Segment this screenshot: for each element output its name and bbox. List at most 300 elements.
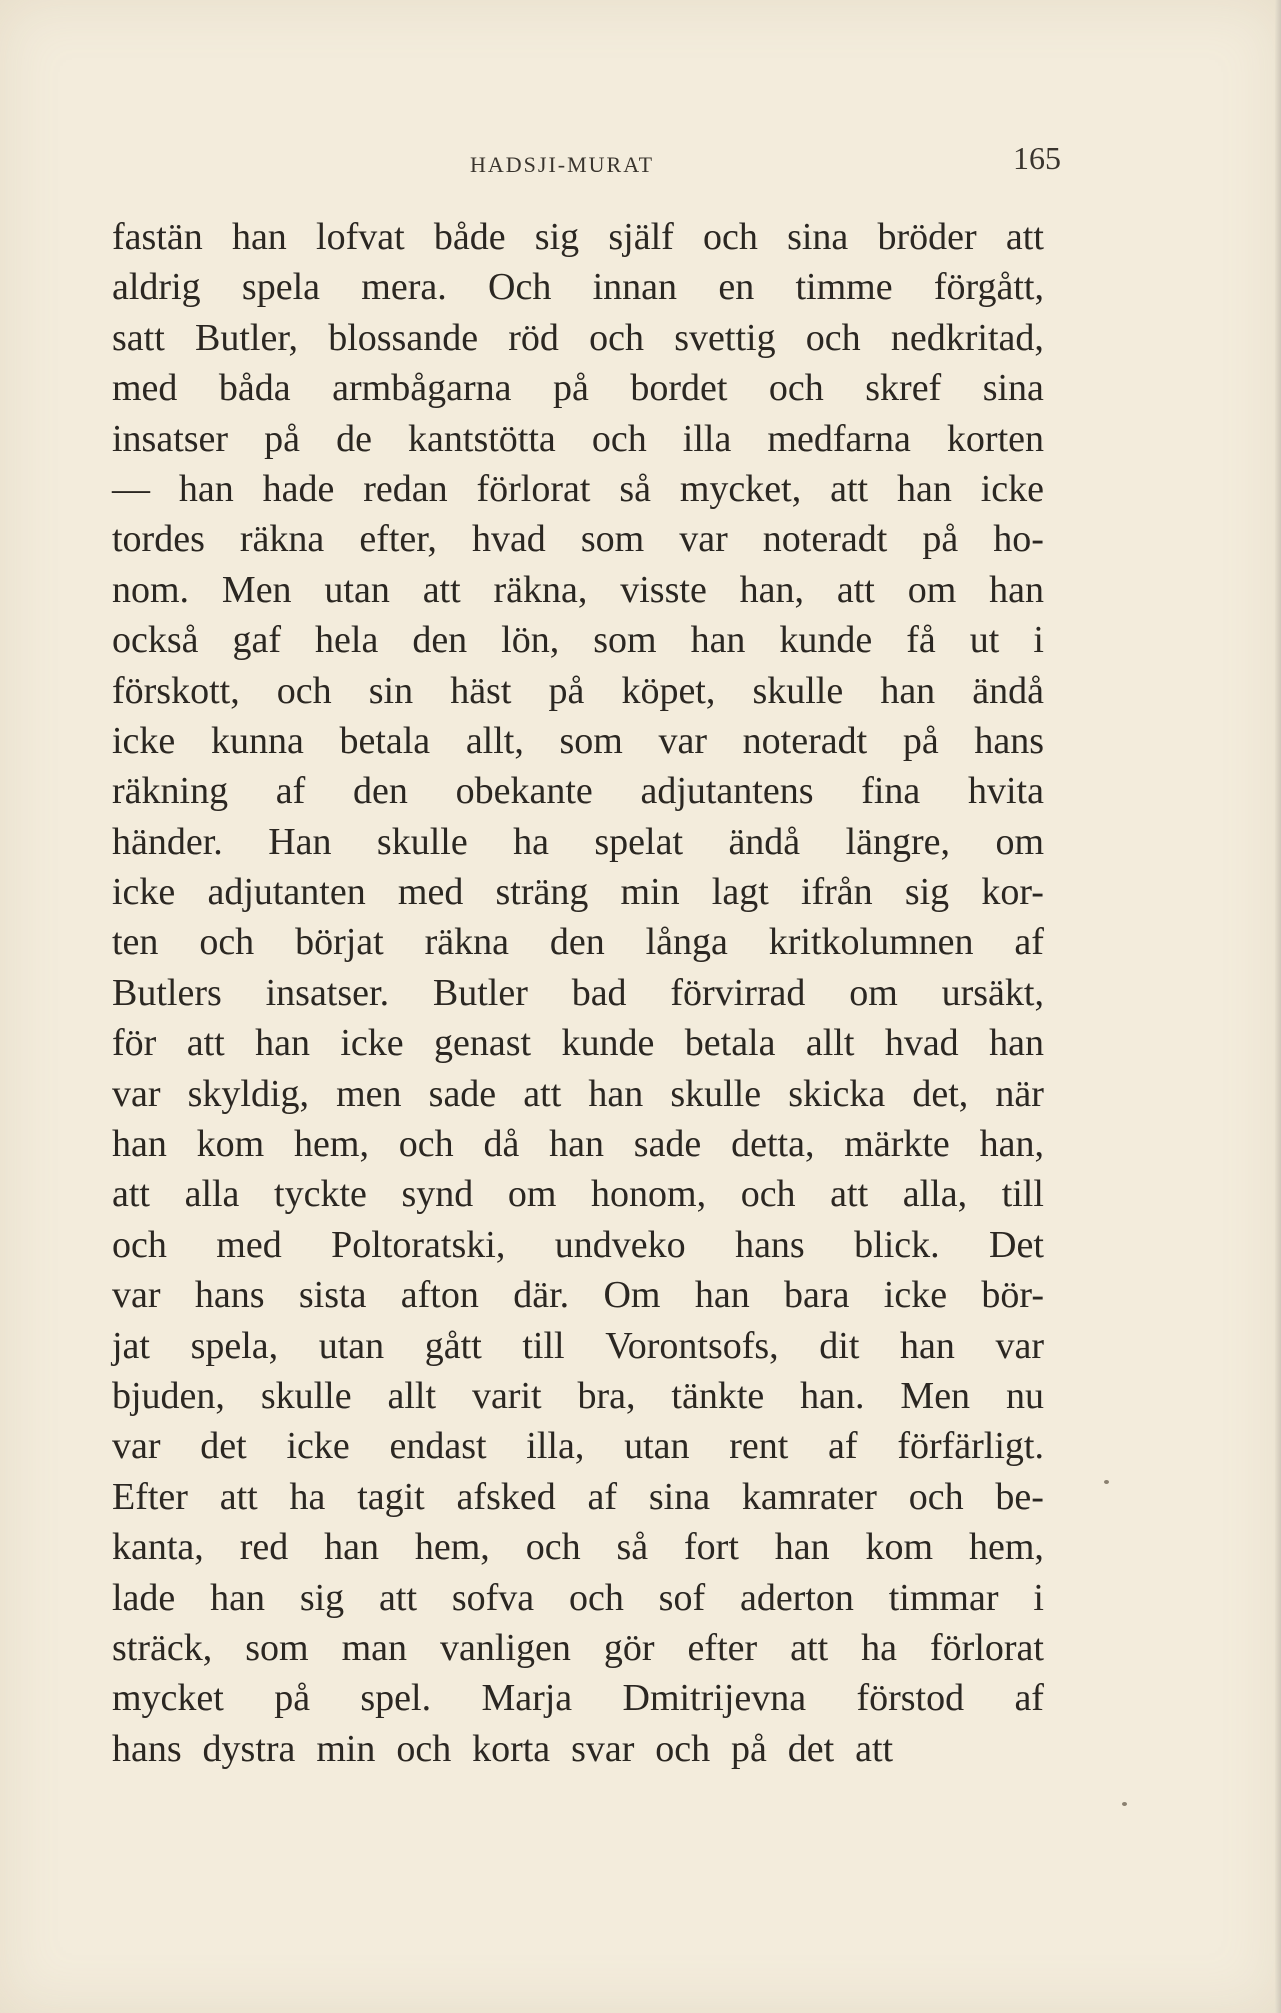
word: Men	[221, 568, 292, 611]
word: gör	[603, 1626, 655, 1669]
word: bjuden,	[112, 1374, 225, 1417]
text-line	[112, 565, 1044, 615]
word: bad	[571, 971, 627, 1014]
word: förgått,	[933, 266, 1044, 309]
word: adjutanten	[207, 871, 366, 914]
word: hvad	[884, 1022, 959, 1065]
word: var	[112, 1274, 161, 1317]
text-line	[112, 212, 1044, 262]
text-line	[112, 262, 1044, 312]
word: han	[549, 1123, 604, 1166]
word: synd	[401, 1173, 474, 1216]
word: den	[412, 619, 468, 662]
word: redan	[363, 467, 448, 510]
word: bara	[784, 1274, 850, 1317]
word: betala	[684, 1022, 776, 1065]
word: häst	[450, 669, 512, 712]
word: gaf	[232, 619, 282, 662]
word: red	[239, 1526, 289, 1569]
word: och	[805, 316, 861, 359]
word: på	[731, 1727, 767, 1770]
word: händer.	[112, 820, 223, 863]
word: så	[616, 1526, 649, 1569]
word: ut	[969, 619, 1000, 662]
word: kom	[196, 1123, 265, 1166]
word: icke	[112, 871, 176, 914]
text-line	[112, 313, 1044, 363]
word: Men	[900, 1374, 971, 1417]
text-line	[112, 1673, 1044, 1723]
word: kunde	[779, 619, 873, 662]
word: efter,	[359, 518, 437, 561]
word: kanta,	[112, 1526, 204, 1569]
word: var	[995, 1324, 1044, 1367]
word: han	[989, 1022, 1044, 1065]
word: utan	[318, 1324, 385, 1367]
word: honom,	[591, 1173, 707, 1216]
word: kantstötta	[408, 417, 556, 460]
word: på	[274, 1677, 311, 1720]
word: och	[655, 1727, 711, 1770]
word: märkte	[844, 1123, 950, 1166]
word: om	[849, 971, 898, 1014]
word: räkna	[424, 921, 509, 964]
word: om	[507, 1173, 557, 1216]
word: efter	[687, 1626, 758, 1669]
text-line	[112, 968, 1044, 1018]
word: hans	[735, 1223, 805, 1266]
word: som	[580, 518, 645, 561]
word: på	[264, 417, 301, 460]
word: utan	[624, 1425, 690, 1468]
word: svettig	[674, 316, 776, 359]
word: jat	[112, 1324, 150, 1367]
word: kritkolumnen	[768, 921, 974, 964]
word: att	[219, 1475, 258, 1518]
word: bör-	[981, 1274, 1044, 1317]
word: icke	[112, 719, 176, 762]
word: allt	[387, 1374, 437, 1417]
text-line	[112, 867, 1044, 917]
word: af	[587, 1475, 618, 1518]
word: aderton	[739, 1576, 854, 1619]
word: han	[231, 216, 287, 258]
word: då	[483, 1123, 520, 1166]
word: lade	[112, 1576, 176, 1619]
word: ha	[513, 820, 549, 863]
word: skulle	[376, 820, 468, 863]
word: blick.	[854, 1223, 940, 1266]
word: skyldig,	[187, 1072, 310, 1115]
word: om	[907, 568, 957, 611]
word: att	[523, 1072, 562, 1115]
word: aldrig	[112, 266, 201, 309]
word: Efter	[112, 1475, 188, 1518]
word: kom	[865, 1526, 934, 1569]
word: sista	[298, 1274, 367, 1317]
word: spela	[241, 266, 320, 309]
word: tordes	[112, 518, 205, 561]
word: hem,	[969, 1526, 1044, 1569]
word: den	[353, 770, 408, 813]
word: sofva	[451, 1576, 535, 1619]
word: han	[774, 1526, 830, 1569]
word: det	[200, 1425, 247, 1468]
word: obekante	[455, 770, 593, 813]
word: nedkritad,	[890, 316, 1044, 359]
word: Han	[268, 820, 332, 863]
word: Dmitrijevna	[622, 1677, 807, 1720]
word: detta,	[731, 1123, 815, 1166]
word: —	[112, 467, 150, 510]
word: få	[906, 619, 936, 662]
word: att	[379, 1576, 417, 1619]
word: korten	[946, 417, 1044, 460]
word: räkna,	[493, 568, 588, 611]
word: hans	[194, 1274, 265, 1317]
word: kor-	[981, 871, 1044, 914]
word: ifrån	[800, 871, 873, 914]
word: och	[768, 367, 824, 410]
text-line	[112, 766, 1044, 816]
word: af	[828, 1425, 858, 1468]
word: armbågarna	[332, 367, 512, 410]
text-line	[112, 1119, 1044, 1169]
word: bra,	[577, 1374, 636, 1417]
word: kunde	[561, 1022, 655, 1065]
word: ha	[861, 1626, 898, 1669]
text-line	[112, 414, 1044, 464]
text-line	[112, 666, 1044, 716]
text-line	[112, 464, 1044, 514]
word: och	[199, 921, 255, 964]
word: varit	[471, 1374, 542, 1417]
word: vanligen	[440, 1626, 571, 1669]
word: svar	[571, 1727, 635, 1770]
word: satt	[112, 316, 165, 359]
word: och	[589, 316, 645, 359]
word: och	[740, 1173, 796, 1216]
word: på	[902, 719, 939, 762]
word: hade	[262, 467, 335, 510]
word: ten	[112, 921, 159, 964]
word: bröder	[877, 216, 977, 258]
word: röd	[508, 316, 559, 359]
word: förfärligt.	[897, 1425, 1044, 1468]
word: af	[1014, 1677, 1044, 1720]
text-line	[112, 514, 1044, 564]
word: den	[549, 921, 605, 964]
word: Marja	[481, 1677, 573, 1720]
word: räkning	[112, 770, 229, 813]
word: att	[790, 1626, 829, 1669]
word: att	[112, 1173, 150, 1216]
word: båda	[218, 367, 291, 410]
word: hans	[974, 719, 1044, 762]
word: att	[1005, 216, 1044, 258]
word: genast	[434, 1022, 532, 1065]
word: han,	[979, 1123, 1044, 1166]
word: kunna	[210, 719, 304, 762]
word: på	[548, 669, 585, 712]
word: utan	[324, 568, 390, 611]
word: endast	[389, 1425, 487, 1468]
word: dit	[819, 1324, 860, 1367]
word: sina	[787, 216, 849, 258]
text-line	[112, 1522, 1044, 1572]
word: blossande	[328, 316, 479, 359]
word: det	[787, 1727, 835, 1770]
word: visste	[620, 568, 707, 611]
word: fort	[684, 1526, 739, 1569]
body-text	[112, 212, 1044, 1774]
word: var	[112, 1072, 161, 1115]
word: var	[658, 719, 708, 762]
word: noteradt	[742, 719, 868, 762]
word: han	[694, 1274, 750, 1317]
word: Vorontsofs,	[605, 1324, 779, 1367]
paper-speck	[1122, 1802, 1127, 1806]
word: adjutantens	[640, 770, 814, 813]
text-line	[112, 1270, 1044, 1320]
word: spelat	[594, 820, 684, 863]
word: fastän	[112, 216, 203, 258]
word: han	[896, 467, 952, 510]
word: börjat	[295, 921, 384, 964]
word: han	[112, 1123, 167, 1166]
text-line	[112, 363, 1044, 413]
running-head: HADSJI-MURAT	[470, 152, 655, 177]
word: illa	[682, 417, 732, 460]
word: och	[112, 1223, 167, 1266]
word: han,	[739, 568, 805, 611]
word: med	[112, 367, 178, 410]
word: lagt	[711, 871, 769, 914]
word: timmar	[888, 1576, 999, 1619]
word: sträng	[495, 871, 589, 914]
word: medfarna	[767, 417, 911, 460]
word: fina	[861, 770, 921, 813]
word: ho-	[993, 518, 1044, 561]
word: af	[1014, 921, 1044, 964]
word: och	[908, 1475, 964, 1518]
word: förstod	[856, 1677, 965, 1720]
word: att	[830, 1173, 869, 1216]
word: att	[830, 467, 869, 510]
word: sin	[368, 669, 414, 712]
word: insatser	[112, 417, 229, 460]
word: och	[525, 1526, 581, 1569]
text-line	[112, 615, 1044, 665]
word: både	[433, 216, 506, 258]
word: för	[112, 1022, 157, 1065]
word: en	[718, 266, 755, 309]
word: de	[336, 417, 372, 460]
word: icke	[980, 467, 1044, 510]
word: Och	[488, 266, 552, 309]
word: mera.	[361, 266, 447, 309]
word: ändå	[728, 820, 801, 863]
word: nu	[1005, 1374, 1044, 1417]
word: längre,	[845, 820, 951, 863]
word: förskott,	[112, 669, 240, 712]
word: icke	[883, 1274, 948, 1317]
word: räkna	[239, 518, 325, 561]
page-number: 165	[1013, 140, 1061, 176]
word: tyckte	[274, 1173, 367, 1216]
word: till	[1001, 1173, 1044, 1216]
word: sig	[299, 1576, 345, 1619]
word: ursäkt,	[941, 971, 1044, 1014]
text-line	[112, 1724, 1044, 1774]
word: var	[112, 1425, 161, 1468]
word: han.	[800, 1374, 865, 1417]
word: och	[396, 1727, 452, 1770]
word: han	[255, 1022, 310, 1065]
word: afsked	[456, 1475, 556, 1518]
word: och	[398, 1123, 454, 1166]
word: innan	[592, 266, 678, 309]
text-line	[112, 917, 1044, 967]
page-edge	[1275, 0, 1281, 2013]
word: och	[703, 216, 758, 258]
word: sina	[648, 1475, 711, 1518]
word: illa,	[526, 1425, 585, 1468]
word: man	[341, 1626, 408, 1669]
word: gått	[424, 1324, 482, 1367]
word: alla,	[902, 1173, 968, 1216]
word: hem,	[294, 1123, 369, 1166]
word: ändå	[972, 669, 1044, 712]
word: undveko	[554, 1223, 686, 1266]
word: förlorat	[476, 467, 591, 510]
word: som	[245, 1626, 309, 1669]
word: Butlers	[112, 971, 222, 1014]
word: skref	[865, 367, 942, 410]
word: tagit	[357, 1475, 425, 1518]
word: hela	[315, 619, 379, 662]
word: om	[995, 820, 1044, 863]
word: själf	[608, 216, 674, 258]
text-line	[112, 1069, 1044, 1119]
word: Om	[603, 1274, 661, 1317]
word: så	[619, 467, 651, 510]
word: Butler	[432, 971, 528, 1014]
word: af	[275, 770, 306, 813]
text-line	[112, 817, 1044, 867]
word: bordet	[630, 367, 728, 410]
word: lofvat	[316, 216, 405, 258]
word: min	[316, 1727, 376, 1770]
text-line	[112, 1220, 1044, 1270]
text-line	[112, 1472, 1044, 1522]
word: allt	[805, 1022, 855, 1065]
word: Poltoratski,	[331, 1223, 506, 1266]
word: rent	[729, 1425, 789, 1468]
word: hem,	[414, 1526, 490, 1569]
word: att	[836, 568, 875, 611]
word: Butler,	[195, 316, 298, 359]
word: det,	[912, 1072, 969, 1115]
word: köpet,	[621, 669, 716, 712]
word: min	[620, 871, 680, 914]
word: som	[559, 719, 623, 762]
word: han	[210, 1576, 265, 1619]
text-line	[112, 716, 1044, 766]
word: till	[522, 1324, 565, 1367]
word: sträck,	[112, 1626, 213, 1669]
text-line	[112, 1573, 1044, 1623]
word: var	[679, 518, 728, 561]
word: skicka	[788, 1072, 886, 1115]
word: sade	[428, 1072, 497, 1115]
text-line	[112, 1018, 1044, 1068]
word: där.	[513, 1274, 570, 1317]
word: be-	[995, 1475, 1044, 1518]
word: skulle	[260, 1374, 352, 1417]
word: han	[588, 1072, 644, 1115]
word: tänkte	[671, 1374, 765, 1417]
word: som	[593, 619, 657, 662]
text-line	[112, 1169, 1044, 1219]
word: allt,	[465, 719, 524, 762]
word: ha	[289, 1475, 326, 1518]
word: med	[397, 871, 464, 914]
word: och	[591, 417, 647, 460]
word: också	[112, 619, 199, 662]
word: på	[922, 518, 959, 561]
word: på	[552, 367, 589, 410]
word: Det	[989, 1223, 1044, 1266]
word: betala	[339, 719, 431, 762]
word: när	[995, 1072, 1044, 1115]
word: timme	[795, 266, 893, 309]
word: förlorat	[930, 1626, 1044, 1669]
word: sina	[982, 367, 1044, 410]
word: sig	[534, 216, 580, 258]
word: alla	[184, 1173, 240, 1216]
word: han	[178, 467, 234, 510]
word: långa	[645, 921, 728, 964]
word: hvita	[968, 770, 1044, 813]
word: han	[900, 1324, 955, 1367]
word: sof	[658, 1576, 706, 1619]
word: sig	[904, 871, 950, 914]
word: dystra	[202, 1727, 296, 1770]
word: och	[276, 669, 332, 712]
word: icke	[340, 1022, 404, 1065]
word: afton	[400, 1274, 479, 1317]
text-line	[112, 1371, 1044, 1421]
word: nom.	[112, 568, 190, 611]
word: mycket	[112, 1677, 224, 1720]
word: att	[422, 568, 461, 611]
word: i	[1033, 1576, 1044, 1619]
word: skulle	[670, 1072, 762, 1115]
word: i	[1033, 619, 1044, 662]
word: spela,	[190, 1324, 279, 1367]
text-line	[112, 1321, 1044, 1371]
word: hans	[112, 1727, 182, 1770]
paper-speck	[1104, 1480, 1109, 1484]
word: att	[855, 1727, 894, 1770]
word: korta	[472, 1727, 551, 1770]
word: mycket,	[679, 467, 802, 510]
word: spel.	[360, 1677, 432, 1720]
word: sade	[633, 1123, 702, 1166]
word: skulle	[752, 669, 844, 712]
word: att	[186, 1022, 225, 1065]
